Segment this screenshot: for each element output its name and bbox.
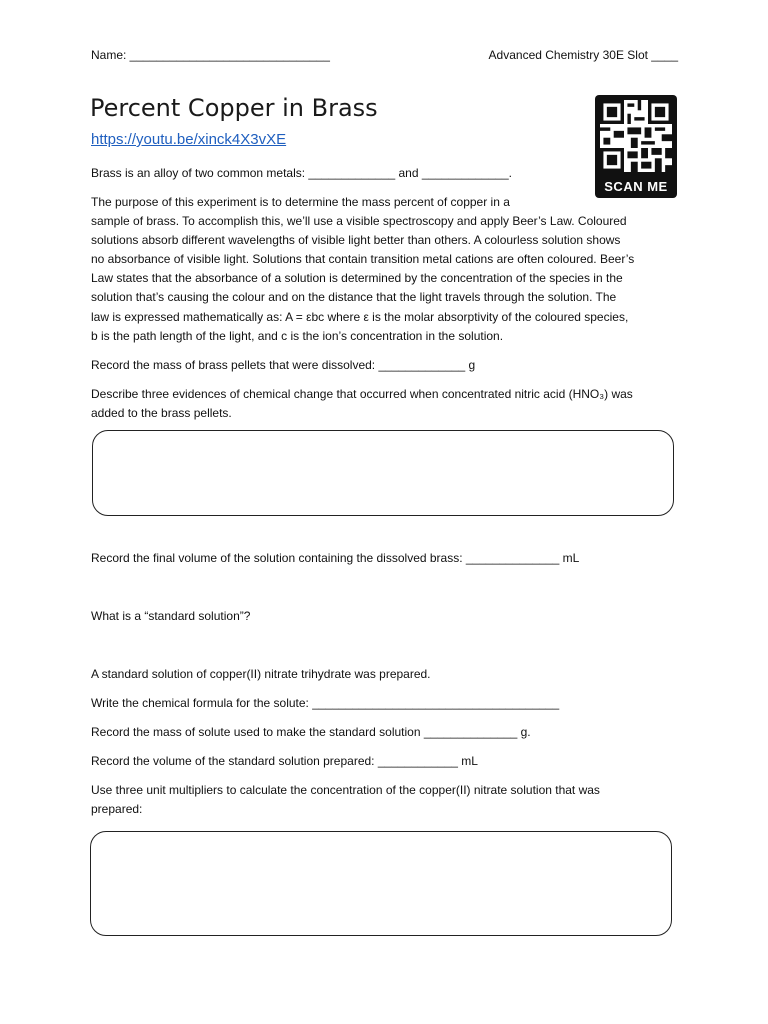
scan-me-label: SCAN ME xyxy=(604,179,668,194)
name-field[interactable]: Name: ______________________________ xyxy=(91,48,330,62)
concentration-answer-box[interactable] xyxy=(90,831,672,936)
purpose-line-3: solutions absorb different wavelengths of visible light better than others. A colourless solution shows xyxy=(91,233,621,247)
evidence-question-line-2: added to the brass pellets. xyxy=(91,406,232,420)
evidence-answer-box[interactable] xyxy=(92,430,674,516)
purpose-line-1: The purpose of this experiment is to determine the mass percent of copper in a xyxy=(91,195,510,209)
brass-alloy-question[interactable]: Brass is an alloy of two common metals: _____________ and _____________. xyxy=(91,166,512,180)
standard-prepared-statement: A standard solution of copper(II) nitrate trihydrate was prepared. xyxy=(91,667,431,681)
purpose-line-8: b is the path length of the light, and c is the ion’s concentration in the solution. xyxy=(91,329,504,343)
mass-pellets-question[interactable]: Record the mass of brass pellets that were dissolved: _____________ g xyxy=(91,358,476,372)
formula-question[interactable]: Write the chemical formula for the solute: _____________________________________ xyxy=(91,696,560,710)
course-slot-field[interactable]: Advanced Chemistry 30E Slot ____ xyxy=(488,48,678,62)
purpose-line-6: solution that’s causing the colour and on the distance that the light travels through the solution. The xyxy=(91,290,617,304)
concentration-question-line-2: prepared: xyxy=(91,802,143,816)
page-title: Percent Copper in Brass xyxy=(90,94,378,122)
evidence-question-line-1: Describe three evidences of chemical change that occurred when concentrated nitric acid (HNO₃) was xyxy=(91,387,633,401)
final-volume-question[interactable]: Record the final volume of the solution containing the dissolved brass: ______________ mL xyxy=(91,551,580,565)
standard-solution-question[interactable]: What is a “standard solution”? xyxy=(91,609,251,623)
concentration-question-line-1: Use three unit multipliers to calculate the concentration of the copper(II) nitrate solution that was xyxy=(91,783,600,797)
purpose-line-7: law is expressed mathematically as: A = εbc where ε is the molar absorptivity of the coloured species, xyxy=(91,310,629,324)
qr-code-icon xyxy=(600,100,672,172)
volume-standard-question[interactable]: Record the volume of the standard solution prepared: ____________ mL xyxy=(91,754,478,768)
purpose-line-2: sample of brass. To accomplish this, we’ll use a visible spectroscopy and apply Beer’s Law. Coloured xyxy=(91,214,627,228)
purpose-line-4: no absorbance of visible light. Solutions that contain transition metal cations are often coloured. Beer’s xyxy=(91,252,635,266)
purpose-line-5: Law states that the absorbance of a solution is determined by the concentration of the species in the xyxy=(91,271,623,285)
mass-solute-question[interactable]: Record the mass of solute used to make the standard solution ______________ g. xyxy=(91,725,531,739)
youtube-link[interactable]: https://youtu.be/xinck4X3vXE xyxy=(91,131,287,148)
